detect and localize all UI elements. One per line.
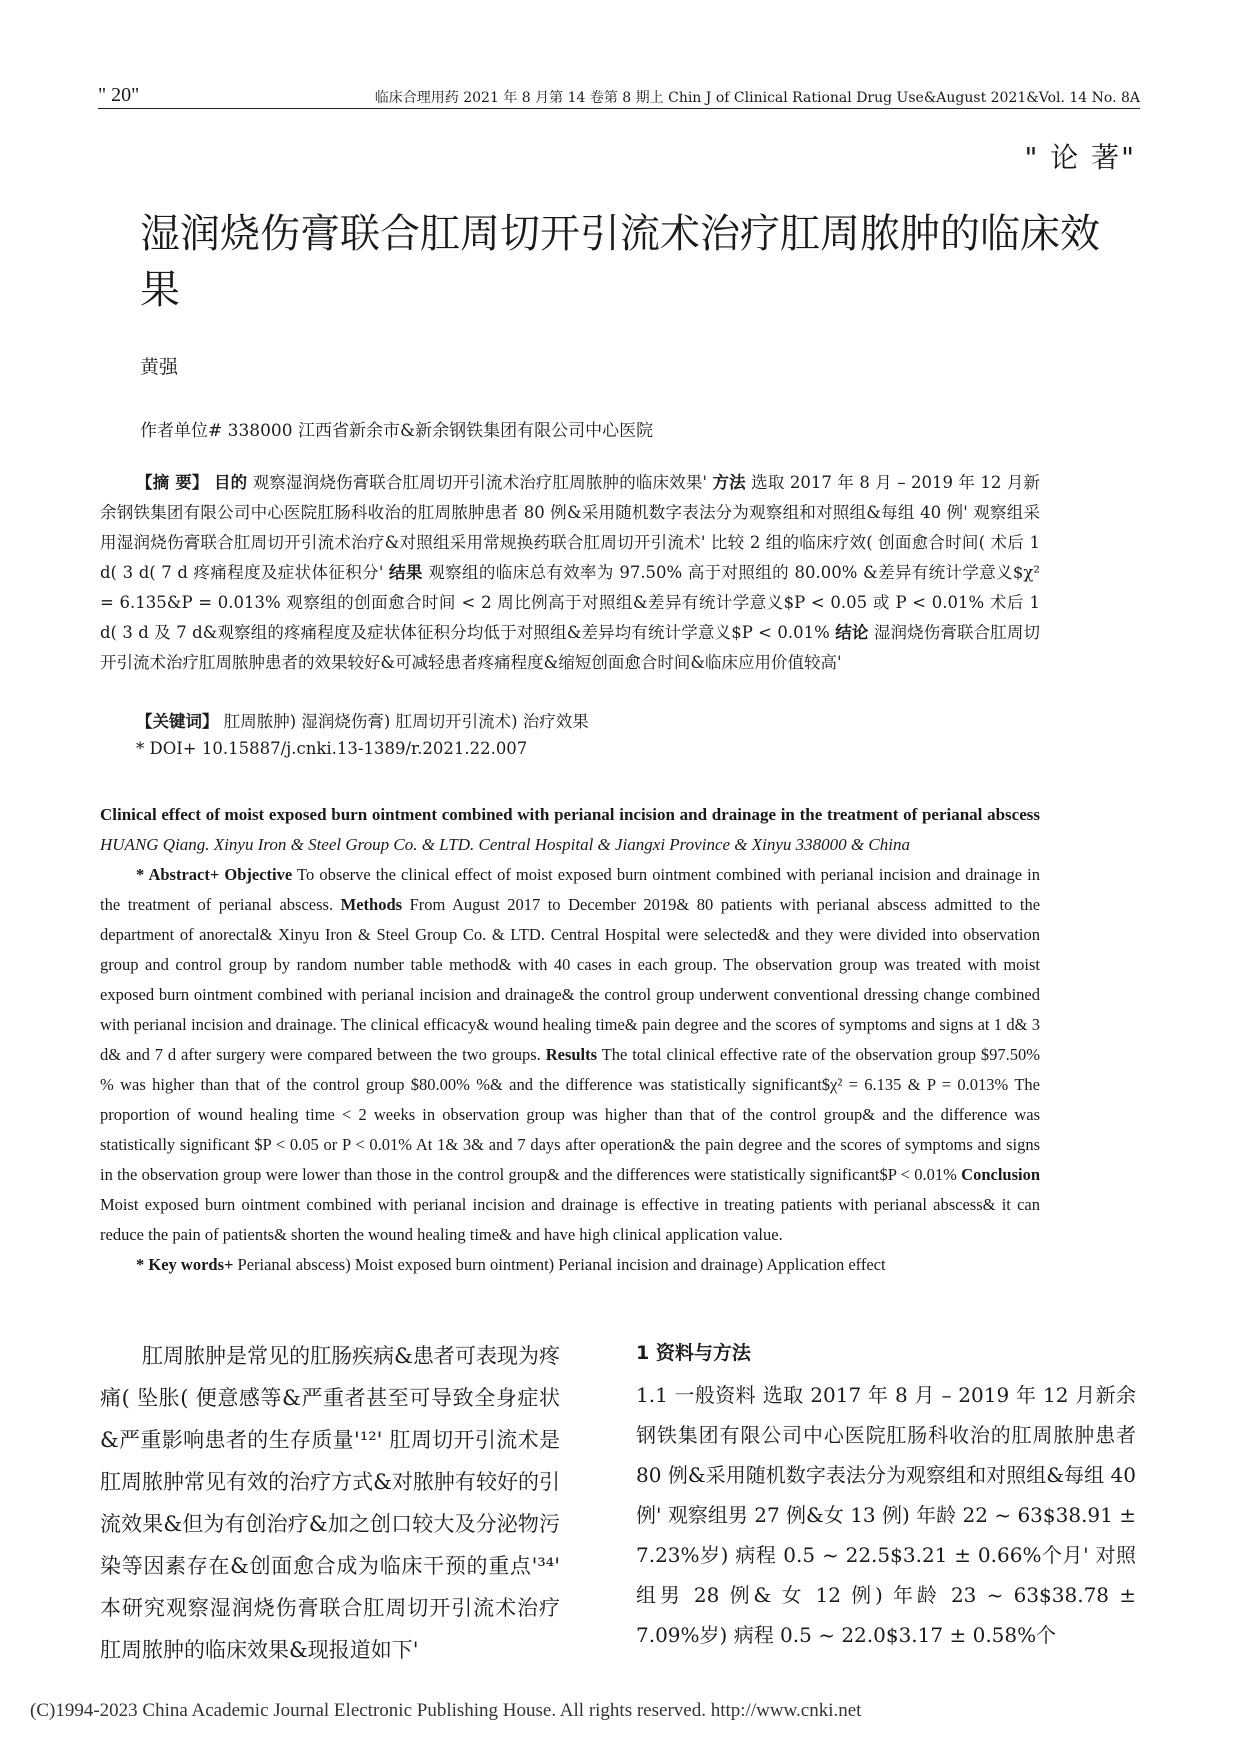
abstract-cn xyxy=(100,468,1040,678)
keywords-cn xyxy=(136,708,589,732)
abstract-cn-methods-label: 方法 xyxy=(712,473,746,492)
article-title: 湿润烧伤膏联合肛周切开引流术治疗肛周脓肿的临床效果 xyxy=(140,211,1100,313)
keywords-cn-label: 【关键词】 xyxy=(136,712,219,731)
doi-value[interactable]: 10.15887/j.cnki.13-1389/r.2021.22.007 xyxy=(201,739,528,758)
english-title xyxy=(100,800,1040,860)
english-objective: To observe the clinical effect of moist exposed burn ointment combined with perianal incision and drainage in the treatment of perianal abscess. xyxy=(100,865,1040,914)
english-conclusion-label: Conclusion xyxy=(961,1165,1041,1184)
english-results: The total clinical effective rate of the observation group $97.50% % was higher than that of the control group $80.00% %& and the difference was statistically significant$χ² = 6.135 & P = 0.013% The proportion of wound healing time < 2 weeks in observation group was higher than that of the control group& and the difference was statistically significant $P < 0.05 or P < 0.01% At 1& 3& and 7 days after operation& the pain degree and the scores of symptoms and signs in the observation group were lower than those in the control group& and the differences were statistically significant$P < 0.01% xyxy=(100,1045,1040,1184)
english-objective-label: Objective xyxy=(224,865,293,884)
author-name: 黄强 xyxy=(140,356,179,378)
english-keywords-label: * Key words+ xyxy=(136,1255,234,1274)
page-number: " 20" xyxy=(98,84,140,106)
english-authors: HUANG Qiang. Xinyu Iron & Steel Group Co. & LTD. Central Hospital & Jiangxi Province & Xinyu 338000 & China xyxy=(100,835,910,854)
abstract-cn-conclusion-label: 结论 xyxy=(835,623,869,642)
english-title-text: Clinical effect of moist exposed burn ointment combined with perianal incision and drainage in the treatment of perianal abscess xyxy=(100,805,1040,824)
english-results-label: Results xyxy=(545,1045,598,1064)
body-general-data-paragraph: 1.1 一般资料 选取 2017 年 8 月 – 2019 年 12 月新余钢铁集团有限公司中心医院肛肠科收治的肛周脓肿患者 80 例&采用随机数字表法分为观察组和对照组&每组 40 例' 观察组男 27 例&女 13 例) 年龄 22 ~ 63$38.91 ± 7.23%岁) 病程 0.5 ~ 22.5$3.21 ± 0.66%个月' 对照组男 28 例& 女 12 例) 年龄 23 ~ 63$38.78 ± 7.09%岁) 病程 0.5 ~ 22.0$3.17 ± 0.58%个 xyxy=(636,1383,1136,1647)
abstract-cn-results: 观察组的临床总有效率为 97.50% 高于对照组的 80.00% &差异有统计学意义$χ² = 6.135&P = 0.013% 观察组的创面愈合时间 < 2 周比例高于对照组&差异有统计学意义$P < 0.05 或 P < 0.01% 术后 1 d( 3 d 及 7 d&观察组的疼痛程度及症状体征积分均低于对照组&差异均有统计学意义$P < 0.01% xyxy=(100,563,1041,642)
english-abstract-label: * Abstract+ xyxy=(136,865,220,884)
section-label: " 论 著" xyxy=(1024,141,1136,174)
journal-running-header: 临床合理用药 2021 年 8 月第 14 卷第 8 期上 Chin J of Clinical Rational Drug Use&August 2021&Vol. 14 No. 8A xyxy=(374,90,1140,106)
english-abstract xyxy=(100,860,1040,1250)
abstract-cn-methods: 选取 2017 年 8 月 – 2019 年 12 月新余钢铁集团有限公司中心医院肛肠科收治的肛周脓肿患者 80 例&采用随机数字表法分为观察组和对照组&每组 40 例' 观察组采用湿润烧伤膏联合肛周切开引流术治疗&对照组采用常规换药联合肛周切开引流术' 比较 2 组的临床疗效( 创面愈合时间( 术后 1 d( 3 d( 7 d 疼痛程度及症状体征积分' xyxy=(100,473,1040,582)
section-heading-materials-methods: 1 资料与方法 xyxy=(636,1342,751,1364)
abstract-cn-results-label: 结果 xyxy=(389,563,423,582)
abstract-cn-conclusion: 湿润烧伤膏联合肛周切开引流术治疗肛周脓肿患者的效果较好&可减轻患者疼痛程度&缩短创面愈合时间&临床应用价值较高' xyxy=(100,623,1041,672)
english-conclusion: Moist exposed burn ointment combined with perianal incision and drainage is effective in treating patients with perianal abscess& it can reduce the pain of patients& shorten the wound healing time& and have high clinical application value. xyxy=(100,1195,1040,1244)
copyright-footer: (C)1994-2023 China Academic Journal Electronic Publishing House. All rights reserved. http://www.cnki.net xyxy=(30,1700,862,1721)
english-keywords xyxy=(100,1250,1040,1280)
english-abstract-block xyxy=(100,800,1040,1280)
english-methods: From August 2017 to December 2019& 80 patients with perianal abscess admitted to the department of anorectal& Xinyu Iron & Steel Group Co. & LTD. Central Hospital were selected& and they were divided into observation group and control group by random number table method& with 40 cases in each group. The observation group was treated with moist exposed burn ointment combined with perianal incision and drainage& the control group underwent conventional dressing change combined with perianal incision and drainage. The clinical efficacy& wound healing time& pain degree and the scores of symptoms and signs at 1 d& 3 d& and 7 d after surgery were compared between the two groups. xyxy=(100,895,1041,1064)
english-methods-label: Methods xyxy=(340,895,403,914)
keywords-cn-text: 肛周脓肿) 湿润烧伤膏) 肛周切开引流术) 治疗效果 xyxy=(223,712,589,731)
doi-label: * DOI+ xyxy=(136,739,197,758)
header-rule xyxy=(98,108,1140,109)
abstract-cn-objective-label: 目的 xyxy=(213,473,248,492)
abstract-cn-label: 【摘 要】 xyxy=(136,473,209,492)
abstract-cn-objective: 观察湿润烧伤膏联合肛周切开引流术治疗肛周脓肿的临床效果' xyxy=(252,473,708,492)
author-affiliation: 作者单位# 338000 江西省新余市&新余钢铁集团有限公司中心医院 xyxy=(140,421,654,441)
body-intro-paragraph: 肛周脓肿是常见的肛肠疾病&患者可表现为疼痛( 坠胀( 便意感等&严重者甚至可导致全身症状&严重影响患者的生存质量'¹²' 肛周切开引流术是肛周脓肿常见有效的治疗方式&对脓肿有较好的引流效果&但为有创治疗&加之创口较大及分泌物污染等因素存在&创面愈合成为临床干预的重点'³⁴' 本研究观察湿润烧伤膏联合肛周切开引流术治疗肛周脓肿的临床效果&现报道如下' xyxy=(100,1344,560,1662)
english-keywords-text: Perianal abscess) Moist exposed burn ointment) Perianal incision and drainage) Application effect xyxy=(237,1255,886,1274)
doi-line xyxy=(136,739,527,758)
